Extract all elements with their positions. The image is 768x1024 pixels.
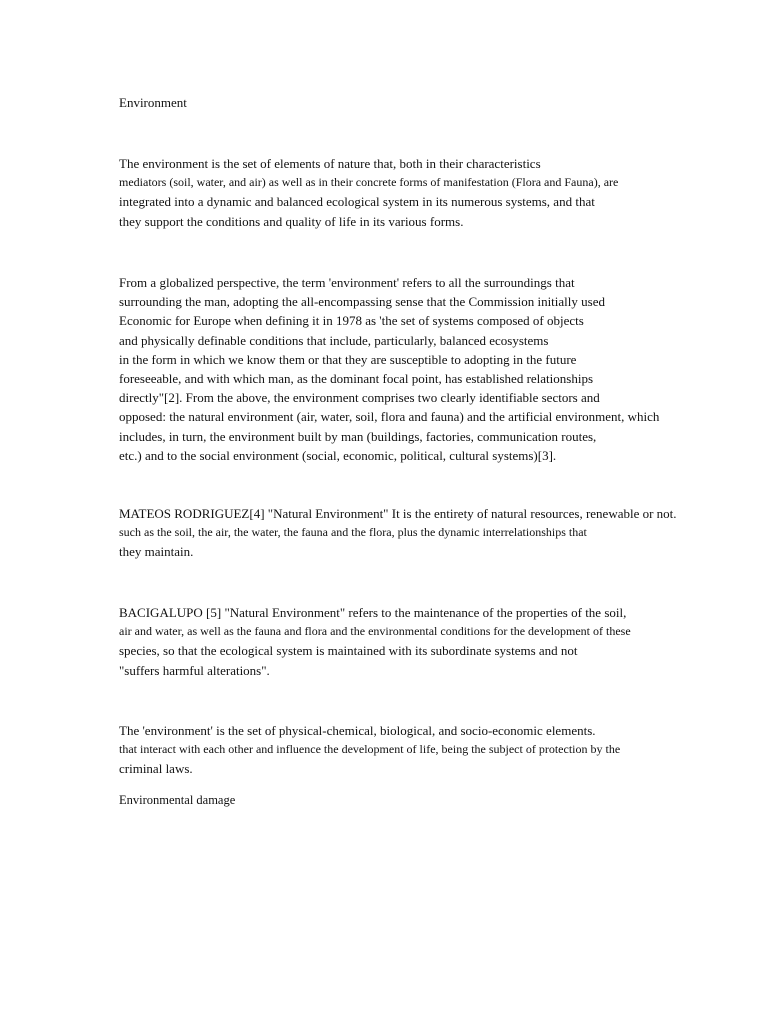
paragraph-line: mediators (soil, water, and air) as well as in their concrete forms of manifestation (Flora and Fauna), are [119, 175, 619, 190]
paragraph-line: surrounding the man, adopting the all-encompassing sense that the Commission initially used [119, 294, 605, 310]
paragraph-mateos-rodriguez [119, 504, 759, 562]
paragraph-definition [119, 154, 759, 231]
paragraph-line: integrated into a dynamic and balanced ecological system in its numerous systems, and that [119, 194, 595, 210]
section-heading: Environmental damage [119, 793, 236, 807]
paragraph-line: they maintain. [119, 544, 194, 560]
paragraph-line: "suffers harmful alterations". [119, 662, 270, 678]
paragraph-line: MATEOS RODRIGUEZ[4] "Natural Environment" It is the entirety of natural resources, renewable or not. [119, 506, 677, 521]
paragraph-line: and physically definable conditions that include, particularly, balanced ecosystems [119, 332, 549, 348]
paragraph-line: such as the soil, the air, the water, the fauna and the flora, plus the dynamic interrelationships that [119, 525, 587, 540]
paragraph-line: that interact with each other and influence the development of life, being the subject of protection by the [119, 742, 621, 757]
paragraph-globalized-perspective [119, 273, 759, 465]
paragraph-line: in the form in which we know them or that they are susceptible to adopting in the future [119, 351, 577, 367]
paragraph-line: species, so that the ecological system is maintained with its subordinate systems and not [119, 643, 578, 659]
paragraph-line: etc.) and to the social environment (social, economic, political, cultural systems)[3]. [119, 447, 557, 463]
paragraph-line: Economic for Europe when defining it in 1978 as 'the set of systems composed of objects [119, 313, 584, 329]
paragraph-line: From a globalized perspective, the term 'environment' refers to all the surroundings that [119, 275, 575, 290]
paragraph-bacigalupo [119, 603, 759, 680]
paragraph-line: criminal laws. [119, 761, 193, 777]
paragraph-line: foreseeable, and with which man, as the dominant focal point, has established relationships [119, 371, 594, 387]
paragraph-line: includes, in turn, the environment built by man (buildings, factories, communication routes, [119, 428, 597, 444]
paragraph-line: air and water, as well as the fauna and flora and the environmental conditions for the development of these [119, 624, 631, 639]
paragraph-environment-elements [119, 721, 759, 779]
paragraph-line: The environment is the set of elements of nature that, both in their characteristics [119, 156, 541, 171]
paragraph-line: opposed: the natural environment (air, water, soil, flora and fauna) and the artificial environment, which [119, 409, 660, 425]
paragraph-line: directly"[2]. From the above, the environment comprises two clearly identifiable sectors and [119, 390, 600, 406]
paragraph-line: The 'environment' is the set of physical-chemical, biological, and socio-economic elements. [119, 723, 596, 738]
document-title: Environment [119, 95, 187, 110]
paragraph-line: they support the conditions and quality of life in its various forms. [119, 213, 464, 229]
paragraph-line: BACIGALUPO [5] "Natural Environment" refers to the maintenance of the properties of the soil, [119, 605, 627, 620]
